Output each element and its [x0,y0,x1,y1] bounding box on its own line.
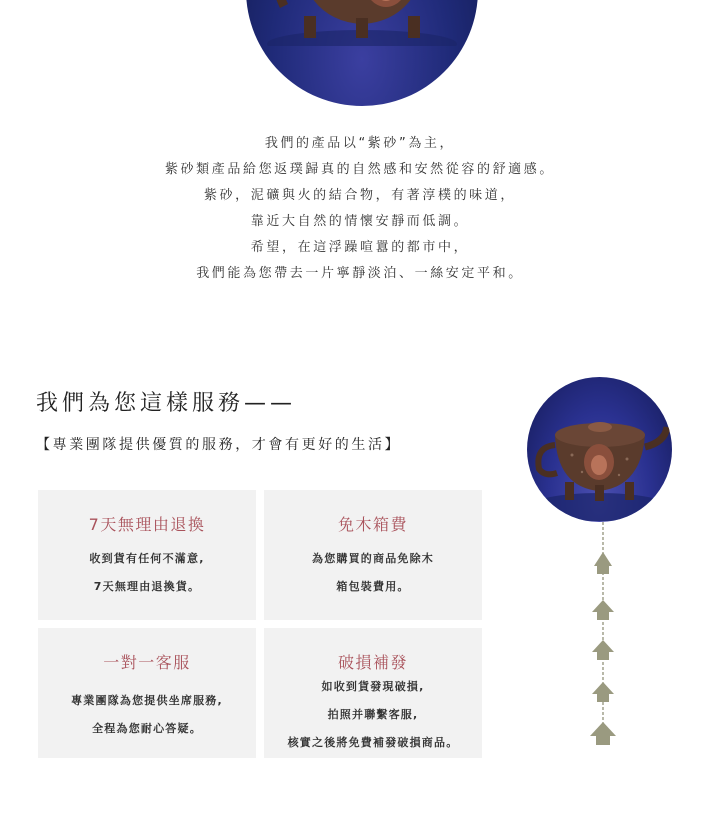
card-text: 箱包裝費用。 [336,580,410,593]
card-text: 拍照并聯繫客服, [327,708,419,721]
intro-line: 紫砂類產品給您返璞歸真的自然感和安然從容的舒適感。 [164,162,555,177]
teapot-illustration [264,0,460,46]
hanging-pagoda-chain [572,522,632,752]
intro-line: 希望，在這浮躁喧囂的都市中， [250,240,470,255]
card-title: 免木箱費 [337,515,408,534]
intro-line: 我們的產品以“紫砂”為主， [264,136,456,151]
card-text: 收到貨有任何不滿意, [89,552,205,565]
card-title: 破損補發 [337,653,408,672]
card-text: 核實之後將免費補發破損商品。 [287,736,459,749]
card-title: 一對一客服 [103,653,191,672]
teapot-photo-side [527,377,672,522]
teapot-photo-top [246,0,478,106]
teapot-illustration [527,377,672,522]
service-subtitle: 【專業團隊提供優質的服務，才會有更好的生活】 [36,437,402,453]
intro-text [0,131,720,287]
card-text: 7天無理由退換貨。 [93,580,201,593]
card-text: 全程為您耐心答疑。 [92,722,202,735]
intro-line: 我們能為您帶去一片寧靜淡泊、一絲安定平和。 [196,266,524,281]
card-text: 為您購買的商品免除木 [312,552,434,565]
service-card-damage [264,628,482,758]
intro-line: 靠近大自然的情懷安靜而低調。 [250,214,470,229]
service-title: 我們為您這樣服務—— [36,391,297,416]
intro-line: 紫砂，泥礦與火的結合物，有著淳樸的味道， [203,188,516,203]
card-title: 7天無理由退換 [88,515,206,534]
card-text: 如收到貨發現破損, [321,680,425,693]
service-card-free-box [264,490,482,620]
service-card-return [38,490,256,620]
card-text: 專業團隊為您提供坐席服務, [71,694,223,707]
service-card-support [38,628,256,758]
